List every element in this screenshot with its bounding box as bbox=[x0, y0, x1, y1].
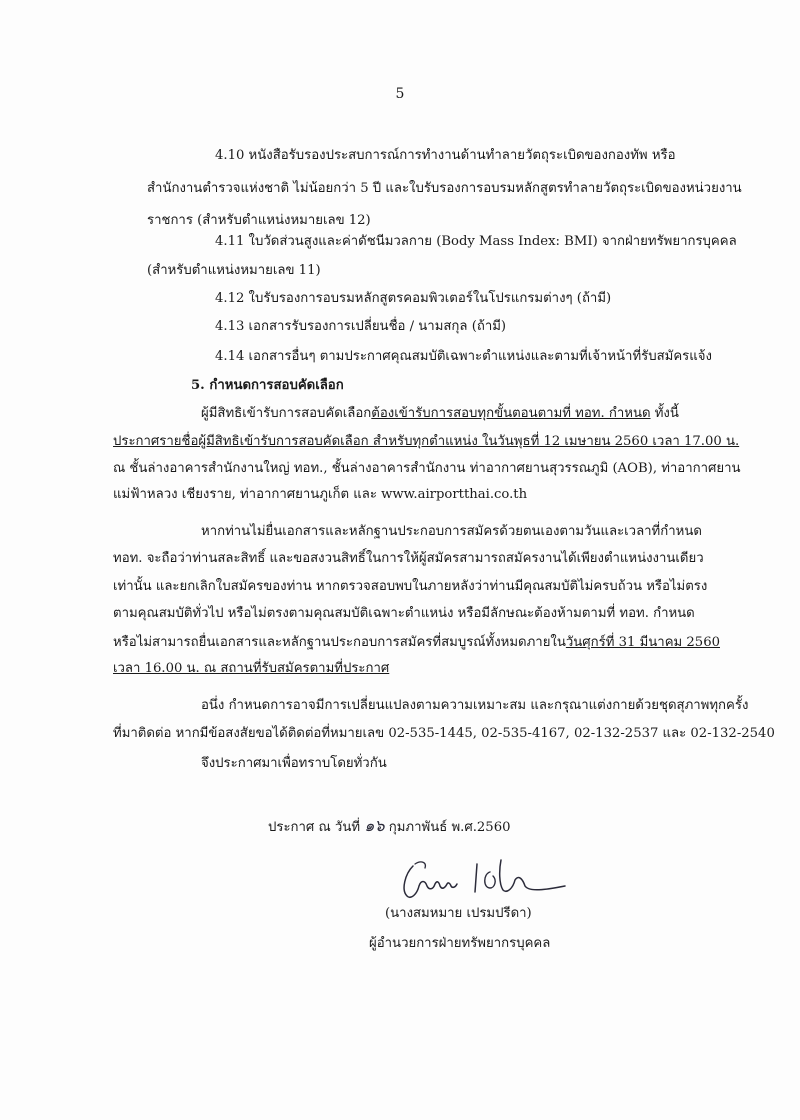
announce-prefix: ประกาศ ณ วันที่ bbox=[268, 820, 361, 835]
section-5-para-1-line-1 bbox=[201, 405, 679, 423]
section-5-para-1-line-4: แม่ฟ้าหลวง เชียงราย, ท่าอากาศยานภูเก็ต และ www.airportthai.co.th bbox=[113, 487, 528, 502]
announce-suffix: กุมภาพันธ์ พ.ศ.2560 bbox=[388, 820, 511, 835]
section-5-para-2-line-2: ทอท. จะถือว่าท่านสละสิทธิ์ และขอสงวนสิทธิ์ในการให้ผู้สมัครสามารถสมัครงานได้เพียงตำแหน่งงานเดียว bbox=[113, 551, 704, 566]
section-5-para-2-line-5 bbox=[113, 634, 720, 652]
item-4-10-line-3: ราชการ (สำหรับตำแหน่งหมายเลข 12) bbox=[147, 213, 371, 228]
section-5-para-3-line-2: ที่มาติดต่อ หากมีข้อสงสัยขอได้ติดต่อที่หมายเลข 02-535-1445, 02-535-4167, 02-132-2537 และ 02-132-2540 bbox=[113, 726, 775, 741]
section-5-para-1-line-2: ประกาศรายชื่อผู้มีสิทธิเข้ารับการสอบคัดเลือก สำหรับทุกตำแหน่ง ในวันพุธที่ 12 เมษายน 2560 เวลา 17.00 น. bbox=[113, 434, 740, 449]
section-5-para-2-line-4: ตามคุณสมบัติทั่วไป หรือไม่ตรงตามคุณสมบัติเฉพาะตำแหน่ง หรือมีลักษณะต้องห้ามตามที่ ทอท. กำหนด bbox=[113, 606, 695, 621]
section-5-heading: 5. กำหนดการสอบคัดเลือก bbox=[191, 378, 344, 393]
text-span: ทั้งนี้ bbox=[650, 406, 679, 421]
handwritten-signature bbox=[395, 850, 575, 910]
item-4-10-line-2: สำนักงานตำรวจแห่งชาติ ไม่น้อยกว่า 5 ปี และใบรับรองการอบรมหลักสูตรทำลายวัตถุระเบิดของหน่วยงาน bbox=[147, 181, 742, 196]
announcement-date bbox=[268, 817, 510, 837]
text-span: ผู้มีสิทธิเข้ารับการสอบคัดเลือก bbox=[201, 406, 372, 421]
section-5-para-1-line-3: ณ ชั้นล่างอาคารสำนักงานใหญ่ ทอท., ชั้นล่างอาคารสำนักงาน ท่าอากาศยานสุวรรณภูมิ (AOB), ท่าอากาศยาน bbox=[113, 461, 741, 476]
item-4-11-line-1: 4.11 ใบวัดส่วนสูงและค่าดัชนีมวลกาย (Body Mass Index: BMI) จากฝ่ายทรัพยากรบุคคล bbox=[215, 234, 737, 249]
item-4-11-line-2: (สำหรับตำแหน่งหมายเลข 11) bbox=[147, 263, 321, 278]
closing-line: จึงประกาศมาเพื่อทราบโดยทั่วกัน bbox=[201, 756, 387, 771]
section-5-para-2-line-3: เท่านั้น และยกเลิกใบสมัครของท่าน หากตรวจสอบพบในภายหลังว่าท่านมีคุณสมบัติไม่ครบถ้วน หรือไม่ตรง bbox=[113, 579, 708, 594]
section-5-para-3-line-1: อนึ่ง กำหนดการอาจมีการเปลี่ยนแปลงตามความเหมาะสม และกรุณาแต่งกายด้วยชุดสุภาพทุกครั้ง bbox=[201, 698, 749, 713]
page-number: 5 bbox=[395, 86, 405, 102]
underlined-text: วันศุกร์ที่ 31 มีนาคม 2560 bbox=[565, 635, 720, 650]
item-4-12: 4.12 ใบรับรองการอบรมหลักสูตรคอมพิวเตอร์ในโปรแกรมต่างๆ (ถ้ามี) bbox=[215, 291, 612, 306]
announce-day: ๑๖ bbox=[364, 816, 385, 835]
section-5-para-2-line-1: หากท่านไม่ยื่นเอกสารและหลักฐานประกอบการสมัครด้วยตนเองตามวันและเวลาที่กำหนด bbox=[201, 524, 702, 539]
text-span: หรือไม่สามารถยื่นเอกสารและหลักฐานประกอบการสมัครที่สมบูรณ์ทั้งหมดภายใน bbox=[113, 635, 566, 650]
item-4-14: 4.14 เอกสารอื่นๆ ตามประกาศคุณสมบัติเฉพาะตำแหน่งและตามที่เจ้าหน้าที่รับสมัครแจ้ง bbox=[215, 349, 712, 364]
item-4-10-line-1: 4.10 หนังสือรับรองประสบการณ์การทำงานด้านทำลายวัตถุระเบิดของกองทัพ หรือ bbox=[215, 148, 676, 163]
signatory-title: ผู้อำนวยการฝ่ายทรัพยากรบุคคล bbox=[369, 936, 551, 951]
underlined-text: ต้องเข้ารับการสอบทุกขั้นตอนตามที่ ทอท. กำหนด bbox=[371, 406, 651, 421]
item-4-13: 4.13 เอกสารรับรองการเปลี่ยนชื่อ / นามสกุล (ถ้ามี) bbox=[215, 319, 507, 334]
signatory-name: (นางสมหมาย เปรมปรีดา) bbox=[385, 906, 532, 921]
section-5-para-2-line-6: เวลา 16.00 น. ณ สถานที่รับสมัครตามที่ประกาศ bbox=[113, 661, 390, 676]
